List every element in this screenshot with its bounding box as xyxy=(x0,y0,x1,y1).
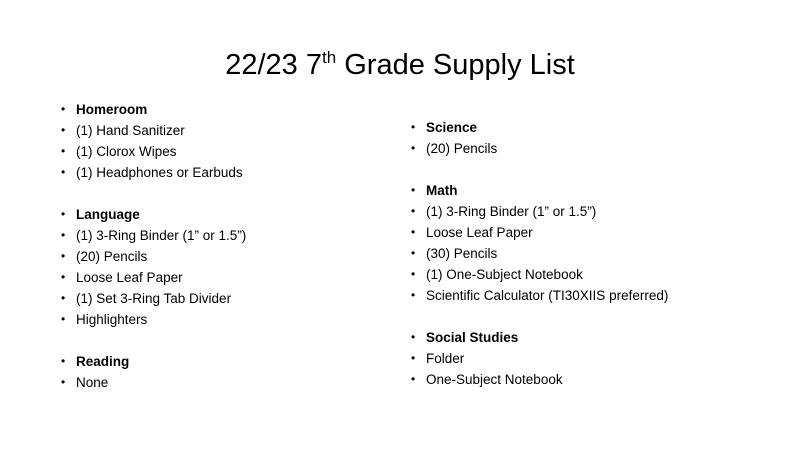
section-heading xyxy=(58,204,418,225)
bullet-icon: • xyxy=(61,123,66,137)
heading-label: Science xyxy=(426,120,478,135)
bullet-icon: • xyxy=(411,120,416,134)
item-label: (1) Set 3-Ring Tab Divider xyxy=(76,291,232,306)
item-label: Folder xyxy=(426,351,465,366)
section-homeroom xyxy=(58,99,418,183)
list-item xyxy=(58,120,418,141)
bullet-icon: • xyxy=(411,246,416,260)
bullet-icon: • xyxy=(61,270,66,284)
section-heading xyxy=(408,117,768,138)
item-label: Highlighters xyxy=(76,312,148,327)
list-item xyxy=(58,141,418,162)
item-label: (1) One-Subject Notebook xyxy=(426,267,583,282)
item-label: One-Subject Notebook xyxy=(426,372,563,387)
section-language xyxy=(58,204,418,330)
list-item xyxy=(408,348,768,369)
list-item xyxy=(408,264,768,285)
heading-label: Language xyxy=(76,207,140,222)
item-label: Loose Leaf Paper xyxy=(76,270,183,285)
bullet-icon: • xyxy=(61,375,66,389)
bullet-icon: • xyxy=(411,183,416,197)
item-label: (20) Pencils xyxy=(426,141,498,156)
item-label: (1) Hand Sanitizer xyxy=(76,123,185,138)
bullet-icon: • xyxy=(411,141,416,155)
bullet-icon: • xyxy=(411,288,416,302)
section-heading xyxy=(58,99,418,120)
item-label: (1) Headphones or Earbuds xyxy=(76,165,243,180)
item-label: (30) Pencils xyxy=(426,246,498,261)
bullet-icon: • xyxy=(411,225,416,239)
list-item xyxy=(58,309,418,330)
bullet-icon: • xyxy=(411,330,416,344)
list-item xyxy=(58,225,418,246)
bullet-icon: • xyxy=(61,249,66,263)
item-label: Loose Leaf Paper xyxy=(426,225,533,240)
item-label: None xyxy=(76,375,109,390)
left-column xyxy=(58,99,418,414)
list-item xyxy=(58,288,418,309)
bullet-icon: • xyxy=(411,351,416,365)
bullet-icon: • xyxy=(61,312,66,326)
section-reading xyxy=(58,351,418,393)
bullet-icon: • xyxy=(61,291,66,305)
list-item xyxy=(58,162,418,183)
section-math xyxy=(408,180,768,306)
list-item xyxy=(408,201,768,222)
bullet-icon: • xyxy=(61,207,66,221)
heading-label: Math xyxy=(426,183,458,198)
list-item xyxy=(408,369,768,390)
bullet-icon: • xyxy=(61,102,66,116)
item-label: Scientific Calculator (TI30XIIS preferred) xyxy=(426,288,669,303)
list-item xyxy=(408,138,768,159)
list-item xyxy=(58,267,418,288)
section-social-studies xyxy=(408,327,768,390)
title-suffix: Grade Supply List xyxy=(336,49,575,81)
right-column xyxy=(408,117,768,411)
bullet-icon: • xyxy=(61,165,66,179)
bullet-icon: • xyxy=(61,144,66,158)
heading-label: Homeroom xyxy=(76,102,148,117)
bullet-icon: • xyxy=(411,372,416,386)
item-label: (20) Pencils xyxy=(76,249,148,264)
item-label: (1) 3-Ring Binder (1” or 1.5”) xyxy=(426,204,597,219)
item-label: (1) 3-Ring Binder (1” or 1.5”) xyxy=(76,228,247,243)
title-superscript: th xyxy=(322,48,337,67)
list-item xyxy=(408,243,768,264)
section-heading xyxy=(58,351,418,372)
heading-label: Social Studies xyxy=(426,330,519,345)
section-heading xyxy=(408,180,768,201)
bullet-icon: • xyxy=(61,228,66,242)
heading-label: Reading xyxy=(76,354,130,369)
list-item xyxy=(58,372,418,393)
list-item xyxy=(408,285,768,306)
section-heading xyxy=(408,327,768,348)
list-item xyxy=(58,246,418,267)
list-item xyxy=(408,222,768,243)
bullet-icon: • xyxy=(411,204,416,218)
bullet-icon: • xyxy=(411,267,416,281)
title-prefix: 22/23 7 xyxy=(225,49,322,81)
bullet-icon: • xyxy=(61,354,66,368)
section-science xyxy=(408,117,768,159)
page-title xyxy=(0,47,800,83)
item-label: (1) Clorox Wipes xyxy=(76,144,177,159)
